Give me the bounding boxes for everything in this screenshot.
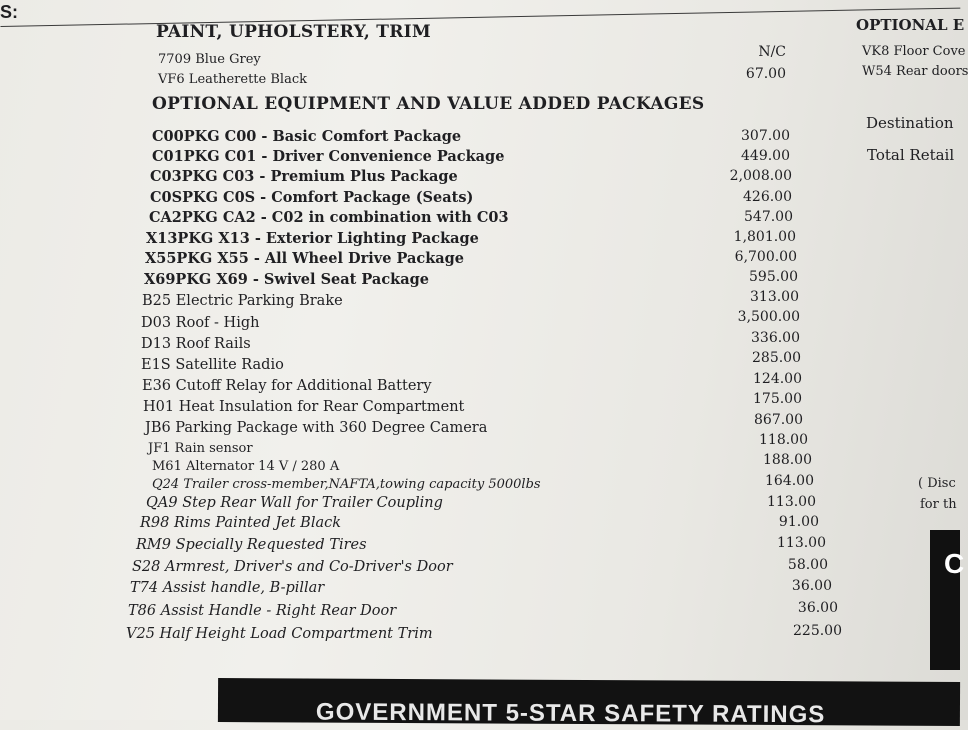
option-item: JF1 Rain sensor [148,441,253,456]
option-item: V25 Half Height Load Compartment Trim [126,626,433,642]
option-price: 2,008.00 [729,168,792,184]
paint-price: 67.00 [745,66,786,82]
option-price: 547.00 [744,209,793,225]
option-price: 175.00 [753,391,802,407]
option-price: 118.00 [759,432,808,448]
right-column-title: OPTIONAL E [856,16,965,34]
option-item: JB6 Parking Package with 360 Degree Camera [145,420,488,436]
option-item: X55PKG X55 - All Wheel Drive Package [145,250,465,267]
option-price: 1,801.00 [733,229,796,245]
option-item: CA2PKG CA2 - C02 in combination with C03 [149,209,509,226]
option-price: 867.00 [754,412,803,428]
safety-ratings-title: GOVERNMENT 5-STAR SAFETY RATINGS [315,698,826,729]
option-price: 58.00 [787,557,828,573]
black-panel [930,530,965,670]
option-item: C00PKG C00 - Basic Comfort Package [152,128,462,145]
paint-item: 7709 Blue Grey [158,52,261,67]
option-item: M61 Alternator 14 V / 280 A [152,459,340,474]
option-item: S28 Armrest, Driver's and Co-Driver's Door [132,559,453,575]
option-price: 113.00 [777,535,826,551]
safety-ratings-banner [218,678,960,729]
option-item: R98 Rims Painted Jet Black [140,515,342,531]
option-price: 164.00 [765,473,814,489]
option-item: E36 Cutoff Relay for Additional Battery [142,378,432,394]
option-item: X69PKG X69 - Swivel Seat Package [144,271,429,288]
paint-item: VF6 Leatherette Black [158,72,307,87]
option-price: 3,500.00 [737,309,800,325]
destination-label: Destination [866,114,954,132]
total-retail-label: Total Retail [867,146,955,164]
option-item: C03PKG C03 - Premium Plus Package [150,168,458,185]
option-item: E1S Satellite Radio [141,357,284,373]
paint-price: N/C [758,44,786,60]
option-price: 91.00 [778,514,819,530]
option-item: D03 Roof - High [141,315,260,331]
option-price: 595.00 [749,269,798,285]
option-item: C0SPKG C0S - Comfort Package (Seats) [150,189,474,206]
option-item: RM9 Specially Requested Tires [136,537,367,553]
option-item: X13PKG X13 - Exterior Lighting Package [146,230,479,247]
option-item: Q24 Trailer cross-member,NAFTA,towing capacity 5000lbs [152,477,541,492]
option-price: 36.00 [797,600,838,616]
option-price: 6,700.00 [734,249,797,265]
corner-label: S: [0,2,18,22]
option-item: T74 Assist handle, B-pillar [130,580,325,596]
right-column-item: W54 Rear doors [862,64,968,79]
option-price: 225.00 [793,623,842,639]
option-price: 313.00 [750,289,799,305]
disclaimer-text: ( Disc [918,476,956,491]
disclaimer-text: for th [920,497,957,512]
option-price: 188.00 [763,452,812,468]
option-item: H01 Heat Insulation for Rear Compartment [143,399,465,415]
top-border-line [0,0,960,27]
option-price: 307.00 [741,128,790,144]
right-column-item: VK8 Floor Cove [862,44,966,59]
option-price: 449.00 [741,148,790,164]
option-item: C01PKG C01 - Driver Convenience Package [152,148,505,165]
option-item: D13 Roof Rails [141,336,251,352]
black-panel-letter: C [944,548,965,579]
option-item: T86 Assist Handle - Right Rear Door [128,603,397,619]
option-price: 336.00 [751,330,800,346]
paint-section-title: PAINT, UPHOLSTERY, TRIM [156,22,431,42]
option-item: QA9 Step Rear Wall for Trailer Coupling [146,495,443,511]
option-price: 36.00 [791,578,832,594]
optional-section-title: OPTIONAL EQUIPMENT AND VALUE ADDED PACKAGES [152,94,705,114]
option-price: 113.00 [767,494,816,510]
option-item: B25 Electric Parking Brake [142,293,343,309]
option-price: 426.00 [743,189,792,205]
option-price: 285.00 [752,350,801,366]
option-price: 124.00 [753,371,802,387]
